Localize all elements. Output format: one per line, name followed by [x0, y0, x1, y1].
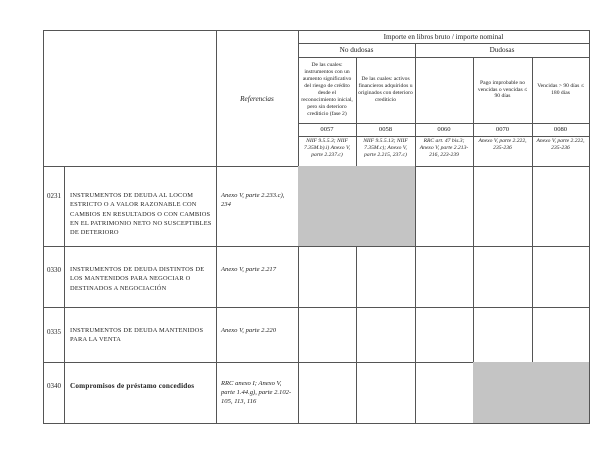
col-desc-text: Vencidas > 90 días ≤ 180 días — [537, 83, 584, 96]
header-corner — [43, 30, 217, 167]
row-ref: RRC anexo I; Anexo V, parte 1.44.g), parte 2.102-105, 113, 116 — [221, 380, 292, 405]
cell-0231-0057 — [298, 166, 357, 247]
col-ref-text: NIIF 9.5.5.13; NIIF 7.35M.c); Anexo V, parte 2.215, 237.c) — [363, 138, 408, 158]
row-code: 0231 — [47, 192, 61, 200]
col-ref-text: NIIF 9.5.5.3; NIIF 7.35M.b).i) Anexo V, parte 2.237.c) — [303, 138, 351, 158]
cell-0330-0058 — [356, 246, 416, 308]
cell-0330-0070 — [473, 246, 533, 308]
cell-0335-0070 — [473, 307, 533, 363]
col-desc-text: De las cuales: activos financieros adquiridos u originados con deterioro crediticio — [358, 76, 413, 103]
header-referencias — [216, 30, 299, 167]
col-desc-text: De las cuales: instrumentos con un aumento significativo del riesgo de crédito desde el reconocimiento inicial, pero sin deterioro crediticio (fase 2) — [301, 62, 353, 117]
header-importe — [298, 30, 590, 44]
header-no-dudosas — [298, 43, 416, 58]
col-code-0057 — [298, 123, 357, 137]
cell-0340-0070 — [473, 362, 533, 424]
row-ref: Anexo V, parte 2.217 — [221, 266, 276, 273]
row-label-0335 — [64, 307, 217, 363]
col-code: 0060 — [437, 126, 451, 133]
cell-0231-0060 — [415, 166, 474, 247]
dudosas-label: Dudosas — [489, 46, 515, 54]
col-desc-text: Pago improbable no vencidas o vencidas ≤ 90 días — [477, 79, 528, 100]
row-code: 0340 — [47, 382, 61, 390]
col-code: 0057 — [320, 126, 334, 133]
col-code: 0080 — [553, 126, 568, 133]
col-desc-0057 — [298, 57, 357, 124]
row-label: INSTRUMENTOS DE DEUDA MANTENIDOS PARA LA VENTA — [70, 327, 204, 344]
col-ref-text: Anexo V, parte 2.222, 235-236 — [536, 138, 585, 151]
col-desc-0070 — [473, 57, 533, 124]
row-code: 0330 — [47, 266, 61, 274]
row-label: INSTRUMENTOS DE DEUDA DISTINTOS DE LOS MANTENIDOS PARA NEGOCIAR O DESTINADOS A NEGOCIACIÓN — [70, 266, 205, 292]
row-ref: Anexo V, parte 2.220 — [221, 327, 276, 334]
col-code-0080 — [532, 123, 590, 137]
row-label: Compromisos de préstamo concedidos — [70, 382, 195, 390]
row-ref-0330 — [216, 246, 299, 308]
row-code-0330 — [43, 246, 65, 308]
col-code: 0070 — [495, 126, 510, 133]
col-desc-0058 — [356, 57, 416, 124]
cell-0231-0070 — [473, 166, 533, 247]
cell-0330-0060 — [415, 246, 474, 308]
row-code: 0335 — [47, 328, 61, 336]
cell-0340-0080 — [532, 362, 590, 424]
referencias-label: Referencias — [240, 94, 274, 103]
cell-0335-0057 — [298, 307, 357, 363]
col-code-0060 — [415, 123, 474, 137]
row-ref-0340 — [216, 362, 299, 424]
col-ref-0070 — [473, 136, 533, 167]
col-ref-0057 — [298, 136, 357, 167]
row-code-0335 — [43, 307, 65, 363]
row-ref: Anexo V, parte 2.233.c), 234 — [221, 192, 285, 208]
cell-0335-0060 — [415, 307, 474, 363]
row-label: INSTRUMENTOS DE DEUDA AL LOCOM ESTRICTO O A VALOR RAZONABLE CON CAMBIOS EN RESULTADOS O CON CAMBIOS EN EL PATRIMONIO NETO NO SUSCEPTIBLES DE DETERIORO — [70, 192, 212, 237]
row-ref-0231 — [216, 166, 299, 247]
cell-0340-0060 — [415, 362, 474, 424]
col-ref-text: RRC art. 47 bis.3; Anexo V, parte 2.213-216, 223-239 — [419, 138, 469, 158]
row-ref-0335 — [216, 307, 299, 363]
col-ref-0080 — [532, 136, 590, 167]
cell-0231-0080 — [532, 166, 590, 247]
col-ref-text: Anexo V, parte 2.222, 235-236 — [478, 138, 527, 151]
row-label-0340 — [64, 362, 217, 424]
row-code-0231 — [43, 166, 65, 247]
header-dudosas — [415, 43, 590, 58]
col-code-0070 — [473, 123, 533, 137]
cell-0340-0058 — [356, 362, 416, 424]
cell-0340-0057 — [298, 362, 357, 424]
row-label-0330 — [64, 246, 217, 308]
cell-0330-0080 — [532, 246, 590, 308]
no-dudosas-label: No dudosas — [339, 46, 374, 54]
col-desc-0080 — [532, 57, 590, 124]
col-code-0058 — [356, 123, 416, 137]
cell-0330-0057 — [298, 246, 357, 308]
col-code: 0058 — [378, 126, 393, 133]
importe-label: Importe en libros bruto / importe nominal — [383, 33, 504, 41]
cell-0335-0080 — [532, 307, 590, 363]
col-ref-0058 — [356, 136, 416, 167]
row-code-0340 — [43, 362, 65, 424]
cell-0335-0058 — [356, 307, 416, 363]
cell-0231-0058 — [356, 166, 416, 247]
row-label-0231 — [64, 166, 217, 247]
col-desc-0060 — [415, 57, 474, 124]
col-ref-0060 — [415, 136, 474, 167]
